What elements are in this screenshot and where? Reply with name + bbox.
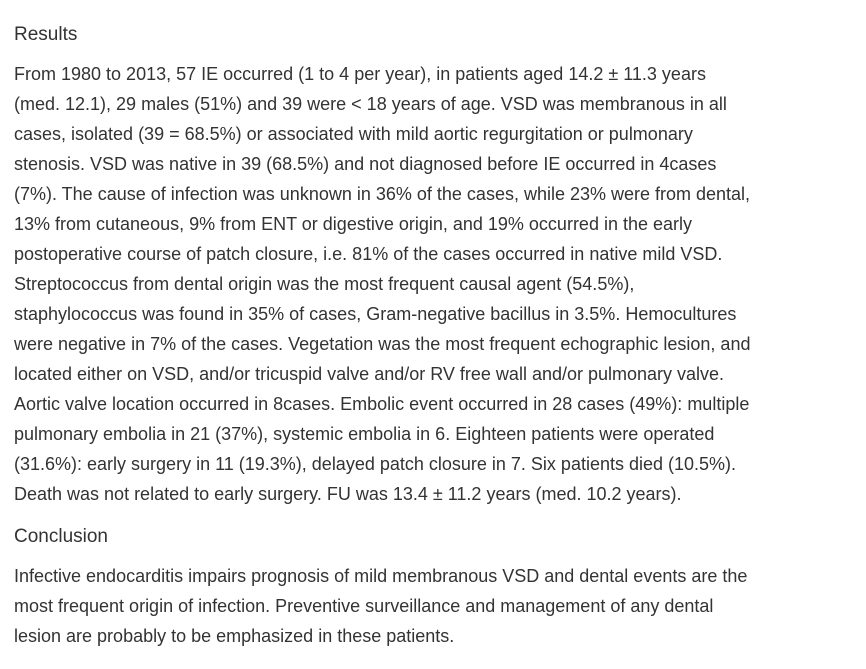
conclusion-line: most frequent origin of infection. Preventive surveillance and management of any dental xyxy=(14,596,714,616)
results-line: From 1980 to 2013, 57 IE occurred (1 to 4 per year), in patients aged 14.2 ± 11.3 years xyxy=(14,64,706,84)
results-line: 13% from cutaneous, 9% from ENT or digestive origin, and 19% occurred in the early xyxy=(14,214,693,234)
results-section xyxy=(14,22,852,509)
results-line: located either on VSD, and/or tricuspid valve and/or RV free wall and/or pulmonary valve. xyxy=(14,364,725,384)
results-line: pulmonary embolia in 21 (37%), systemic embolia in 6. Eighteen patients were operated xyxy=(14,424,715,444)
results-line: (7%). The cause of infection was unknown in 36% of the cases, while 23% were from dental, xyxy=(14,184,751,204)
results-line: stenosis. VSD was native in 39 (68.5%) and not diagnosed before IE occurred in 4cases xyxy=(14,154,717,174)
conclusion-line: lesion are probably to be emphasized in these patients. xyxy=(14,626,455,646)
results-line: postoperative course of patch closure, i.e. 81% of the cases occurred in native mild VSD. xyxy=(14,244,723,264)
results-line: Death was not related to early surgery. FU was 13.4 ± 11.2 years (med. 10.2 years). xyxy=(14,484,682,504)
results-line: cases, isolated (39 = 68.5%) or associated with mild aortic regurgitation or pulmonary xyxy=(14,124,693,144)
conclusion-heading: Conclusion xyxy=(14,526,108,547)
results-line: (31.6%): early surgery in 11 (19.3%), delayed patch closure in 7. Six patients died (10.5%). xyxy=(14,454,737,474)
results-heading: Results xyxy=(14,24,78,45)
conclusion-line: Infective endocarditis impairs prognosis of mild membranous VSD and dental events are the xyxy=(14,566,748,586)
results-line: Streptococcus from dental origin was the most frequent causal agent (54.5%), xyxy=(14,274,635,294)
results-line: were negative in 7% of the cases. Vegetation was the most frequent echographic lesion, and xyxy=(14,334,751,354)
results-line: Aortic valve location occurred in 8cases. Embolic event occurred in 28 cases (49%): multiple xyxy=(14,394,750,414)
conclusion-section xyxy=(14,524,852,651)
results-line: (med. 12.1), 29 males (51%) and 39 were < 18 years of age. VSD was membranous in all xyxy=(14,94,727,114)
results-text xyxy=(14,59,852,509)
conclusion-text xyxy=(14,561,852,651)
results-line: staphylococcus was found in 35% of cases, Gram-negative bacillus in 3.5%. Hemocultures xyxy=(14,304,737,324)
